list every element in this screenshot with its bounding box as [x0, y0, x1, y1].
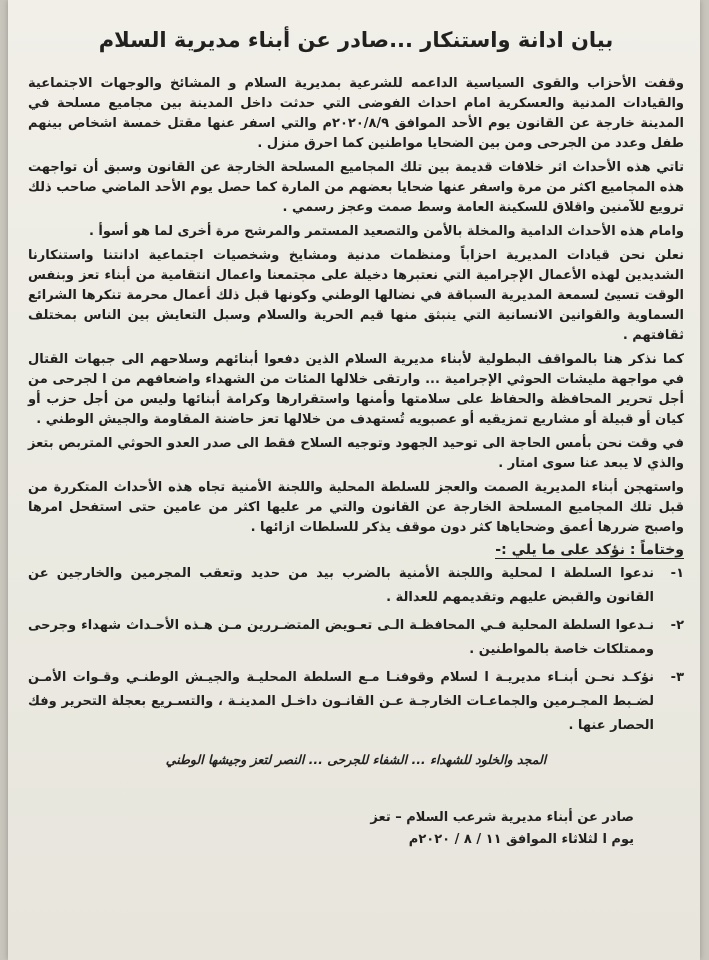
point-text: نـدعوا السلطة المحلية فـي المحافظـة الـى تعـويض المتضـررين مـن هـذه الأحـداث شهداء وجرحى وممتلكات خاصة بالمواطنين . [28, 618, 654, 657]
paragraph-6: في وقت نحن بأمس الحاجة الى توحيد الجهود وتوجيه السلاح فقط الى صدر العدو الحوثي المتربص بتعز والذي لا يبعد عنا سوى امتار . [28, 436, 684, 471]
list-item [28, 666, 684, 738]
paragraph-3: وامام هذه الأحداث الدامية والمخلة بالأمن والتصعيد المستمر والمرشح مرة أخرى لما هو أسوأ . [88, 224, 684, 239]
document-title: بيان ادانة واستنكار ...صادر عن أبناء مديرية السلام [98, 28, 614, 52]
paragraph-4: نعلن نحن قيادات المديرية احزاباً ومنظمات مدنية ومشايخ وشخصيات اجتماعية ادانتنا واستنكارنا الشديدين لهذه الأعمال الإجرامية التي نعتبرها دخيلة على مجتمعنا واعمال انتقامية من أبناء تعز وبنفس الوقت تسيئ لسمعة المديرية السباقة في نضالها الوطني وكونها قبل ذلك أعمال محرمة تنكرها الشرائع السماوية والقوانين الانسانية التي ينبثق منها قيم الحرية والسلام وسبل التعايش بين الناس بمختلف ثقافتهم . [28, 248, 684, 343]
point-number: ١- [670, 566, 684, 581]
conclusion-heading-text: وختاماً : نؤكد على ما يلي :- [495, 542, 684, 558]
paragraph-5: كما نذكر هنا بالمواقف البطولية لأبناء مديرية السلام الذين دفعوا أبنائهم وسلاحهم الى جبهات القتال في مواجهة مليشات الحوثي الإجرامية ... وارتقى خلالها المئات من الشهداء واضعافهم من ا لجرحى من أجل تحرير المحافظة والحفاظ على سلامتها وأمنها واستقرارها وكرامة أبنائها وليس من أجل حزب أو كيان أو قبيلة أو مشاريع تمزيقيه أو عصبويه تُستهدف من خلالها تعز حاضنة المقاومة والجيش الوطني . [28, 352, 684, 427]
paragraph-2: تاتي هذه الأحداث اثر خلافات قديمة بين تلك المجاميع المسلحة الخارجة عن القانون وسبق أن تواجهت هذه المجاميع اكثر من مرة واسفر عنها ضحايا بعضهم من المارة كما حصل يوم الأحد الماضي صاحب ذلك ترويع للآمنين واقلاق للسكينة العامة وسط صمت وعجز رسمي . [28, 160, 684, 215]
closing-slogan: المجد والخلود للشهداء ... الشفاء للجرحى ... النصر لتعز وجيشها الوطني [165, 752, 547, 767]
point-number: ٢- [670, 618, 684, 633]
list-item [28, 614, 684, 662]
paragraph-1: وقفت الأحزاب والقوى السياسية الداعمه للشرعية بمديرية السلام و المشائخ والوجهات الاجتماعية والقيادات المدنية والعسكرية امام احداث الفوضى التي حدثت داخل المدينة بين مجاميع مسلحة في المدينة خارجة عن القانون يوم الأحد الموافق ٢٠٢٠/٨/٩م والتي اسفر عنها مقتل خمسة اشخاص بينهم طفل وعدد من الجرحى ومن بين الضحايا مواطنين كما احرق منزل . [28, 76, 684, 151]
conclusion-heading [28, 542, 684, 558]
signature-block [28, 807, 634, 851]
point-text: نؤكـد نحـن أبنـاء مديريـة ا لسلام وقوفنـا مـع السلطة المحليـة والجيـش الوطنـي وقـوات الأمـن لضـبط المجـرمين والجماعـات الخارجـة عـن القانـون داخـل المدينـة ، والتسـريع بعجلة التحرير وفك الحصار عنها . [28, 670, 654, 733]
list-item [28, 562, 684, 610]
point-text: ندعوا السلطة ا لمحلية واللجنة الأمنية بالضرب بيد من حديد وتعقب المجرمين والخارجين عن القانون والقبض عليهم وتقديمهم للعدالة . [28, 566, 654, 605]
point-number: ٣- [670, 670, 684, 685]
paragraph-7: واستهجن أبناء المديرية الصمت والعجز للسلطة المحلية واللجنة الأمنية تجاه هذه الأحداث المتكررة من قبل تلك المجاميع المسلحة الخارجة عن القانون والتي مر عليها اكثر من عامين حتى استفحل امرها واصبح ضررها أعمق وضحاياها كثر دون موقف يذكر للسلطات ازائها . [28, 480, 684, 535]
points-list [28, 562, 684, 738]
statement-document [28, 28, 684, 851]
paper-sheet [8, 0, 700, 960]
issuer-line: صادر عن أبناء مديرية شرعب السلام – تعز [370, 810, 634, 825]
date-line: يوم ا لثلاثاء الموافق ١١ / ٨ / ٢٠٢٠م [408, 832, 634, 847]
